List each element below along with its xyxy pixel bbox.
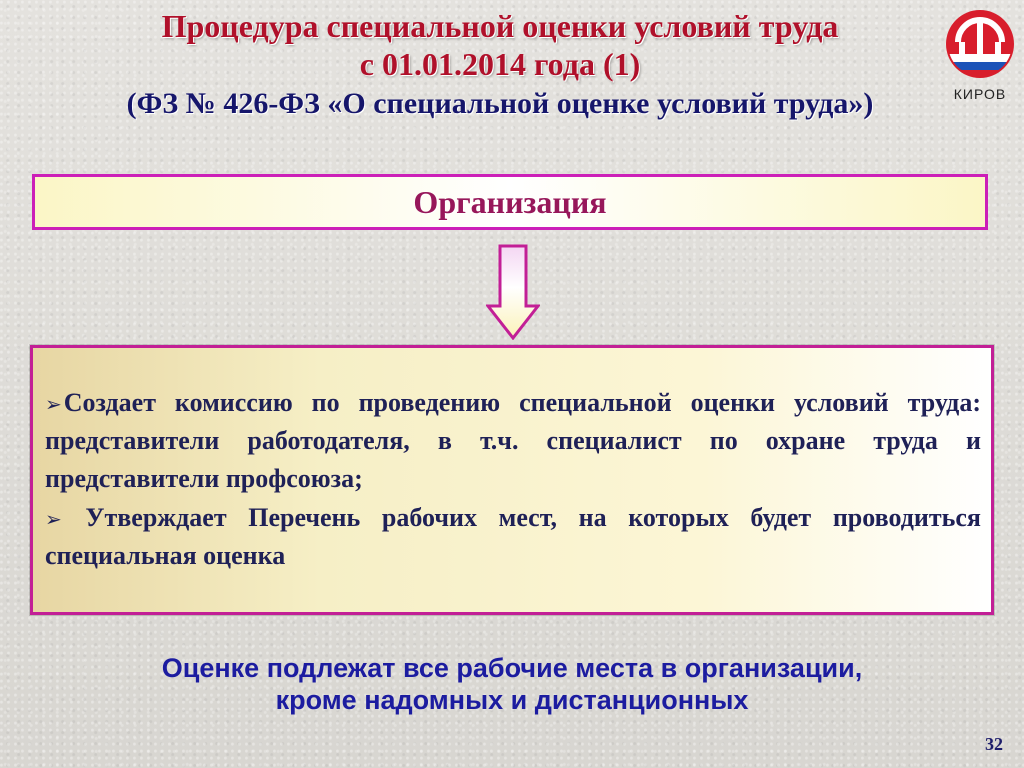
assessment-note	[60, 653, 964, 717]
page-number: 32	[985, 734, 1003, 754]
bullet-text: Утверждает Перечень рабочих мест, на которых будет проводиться специальная оценка	[45, 502, 981, 570]
title-line-2: с 01.01.2014 года (1)	[359, 45, 641, 82]
note-line-2: кроме надомных и дистанционных	[275, 684, 749, 715]
arrow-bullet-icon: ➢	[45, 392, 62, 416]
organization-box	[32, 174, 988, 230]
description-box	[30, 345, 994, 615]
pfr-logo	[940, 8, 1020, 104]
slide-title	[60, 8, 940, 121]
description-text	[45, 384, 981, 575]
organization-label: Организация	[413, 183, 607, 220]
title-law-reference: (ФЗ № 426-ФЗ «О специальной оценке условий труда»)	[126, 86, 874, 120]
bullet-item-create-commission	[45, 384, 981, 499]
down-arrow-icon	[486, 244, 540, 340]
pfr-emblem-icon	[940, 8, 1020, 88]
arrow-bullet-icon: ➢	[45, 506, 62, 531]
logo-caption: КИРОВ	[953, 86, 1007, 102]
title-line-1: Процедура специальной оценки условий труда	[161, 8, 839, 44]
note-line-1: Оценке подлежат все рабочие места в организации,	[161, 653, 863, 683]
bullet-item-approve-list	[45, 499, 981, 575]
bullet-text: Создает комиссию по проведению специальной оценки условий труда: представители работодателя, в т.ч. специалист по охране труда и представители профсоюза;	[45, 388, 981, 494]
